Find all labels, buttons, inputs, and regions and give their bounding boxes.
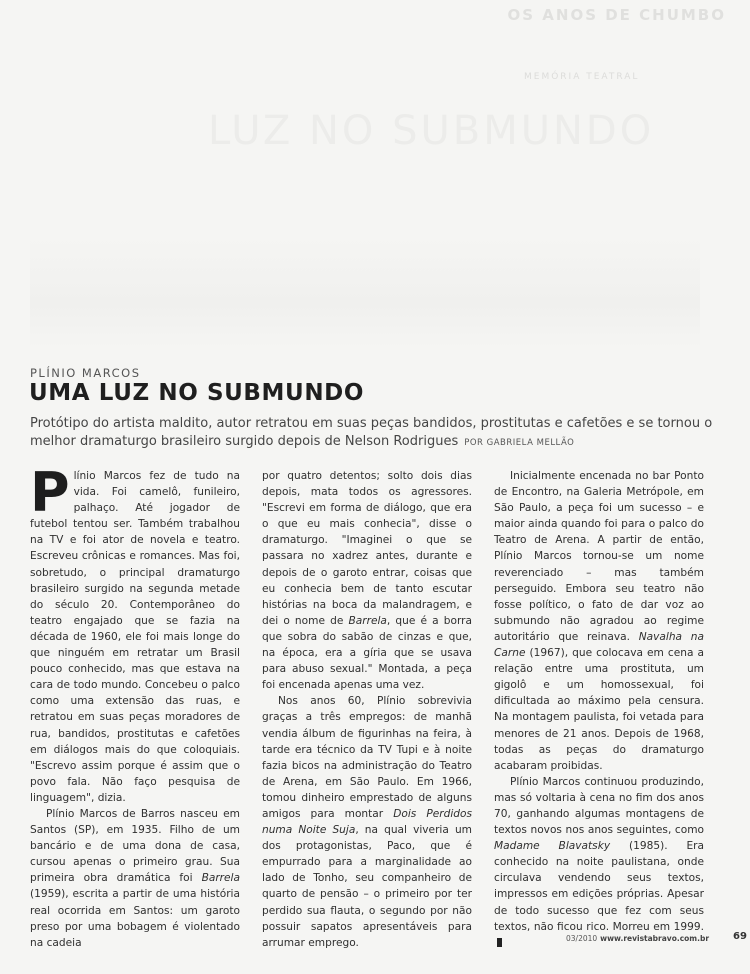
paragraph-text: (1985). Era conhecido na noite paulistana, onde circulava vendendo seus textos, impressos em edições próprias. Apesar de todo sucesso que fez com seus textos, não ficou rico. Morreu em 1999.: [494, 840, 704, 933]
issue-date: 03/2010: [566, 934, 598, 943]
page-footer: [566, 934, 709, 943]
bleed-through-title: LUZ NO SUBMUNDO: [208, 108, 655, 154]
column-1: [30, 461, 240, 951]
paragraph: [30, 461, 240, 806]
paragraph: [494, 468, 704, 774]
paragraph: [262, 693, 472, 951]
play-title: Madame Blavatsky: [494, 840, 611, 853]
paragraph-text: Inicialmente encenada no bar Ponto de Encontro, na Galeria Metrópole, em São Paulo, a peça foi um sucesso – e maior ainda quando foi para o palco do Teatro de Arena. A partir de então, Plínio Marcos tornou-se um nome reverenciado – mas também perseguido. Embora seu teatro não fosse político, o fato de dar voz ao submundo não agradou ao regime autoritário que reinava.: [494, 470, 704, 643]
deck: [30, 415, 720, 452]
paragraph-text: Plínio Marcos de Barros nasceu em Santos (SP), em 1935. Filho de um bancário e de uma dona de casa, cursou apenas o primeiro grau. Sua primeira obra dramática foi: [30, 807, 240, 885]
paragraph: [262, 468, 472, 693]
paragraph-text: Nos anos 60, Plínio sobrevivia graças a três empregos: de manhã vendia álbum de figurinhas na feira, à tarde era técnico da TV Tupi e à noite fazia bicos na administração do Teatro de Arena, em São Paulo. Em 1966, tomou dinheiro emprestado de alguns amigos para montar: [262, 695, 472, 820]
paragraph-text: , na qual viveria um dos protagonistas, Paco, que é empurrado para a marginalidade ao lado de Tonho, seu companheiro de quarto de pensão – o primeiro por ter perdido sua flauta, o segundo por não possuir sapatos apresentáveis para arrumar emprego.: [262, 824, 472, 949]
paragraph-text: , que é a borra que sobra do sabão de cinzas e que, na época, era a gíria que se usava para abuso sexual." Montada, a peça foi encenada apenas uma vez.: [262, 614, 472, 692]
paragraph-text: Plínio Marcos continuou produzindo, mas só voltaria à cena no fim dos anos 70, ganhando algumas montagens de textos novos nos anos seguintes, como: [494, 775, 704, 837]
play-title: Navalha na Carne: [494, 630, 704, 660]
page-number: 69: [733, 931, 747, 942]
headline: UMA LUZ NO SUBMUNDO: [29, 380, 365, 406]
byline: POR GABRIELA MELLÃO: [464, 438, 575, 448]
drop-cap: P: [30, 461, 70, 524]
paragraph-text: por quatro detentos; solto dois dias depois, mata todos os agressores. "Escrevi em forma de diálogo, que era o que eu mais conhecia", disse o dramaturgo. "Imaginei o que se passara no xadrez antes, durante e depois de o garoto entrar, coisas que eu conhecia bem de tanto escutar histórias na boca da malandragem, e dei o nome de: [262, 470, 472, 627]
deck-text: Protótipo do artista maldito, autor retratou em suas peças bandidos, prostitutas e cafetões e se tornou o melhor dramaturgo brasileiro surgido depois de Nelson Rodrigues: [30, 416, 713, 449]
play-title: Barrela: [348, 614, 387, 627]
paragraph: [494, 774, 704, 951]
paragraph-text: (1959), escrita a partir de uma história real ocorrida em Santos: um garoto preso por uma bobagem é violentado na cadeia: [30, 888, 240, 949]
column-3: [494, 468, 704, 951]
bleed-through-top-label: OS ANOS DE CHUMBO: [507, 6, 726, 24]
website: www.revistabravo.com.br: [600, 934, 710, 943]
section-label: PLÍNIO MARCOS: [30, 366, 141, 380]
play-title: Barrela: [201, 872, 240, 885]
end-mark-icon: [497, 938, 502, 947]
bleed-through-photo: [30, 238, 700, 348]
column-2: [262, 468, 472, 951]
play-title: Dois Perdidos numa Noite Suja: [262, 807, 473, 837]
paragraph-text: línio Marcos fez de tudo na vida. Foi camelô, funileiro, palhaço. Até jogador de futebol tentou ser. Também trabalhou na TV e foi ator de novela e teatro. Escreveu crônicas e romances. Mas foi, sobretudo, o principal dramaturgo brasileiro surgido na segunda metade do século 20. Contemporâneo do teatro engajado que se fazia na década de 1960, ele foi mais longe do que ninguém em retratar um Brasil pouco conhecido, mas que estava na cara de todo mundo. Concebeu o palco como uma extensão das ruas, e retratou em suas peças moradores de rua, bandidos, prostitutas e cafetões em diálogos mais do que coloquiais. "Escrevo assim porque é assim que o povo fala. Não faço pesquisa de linguagem", dizia.: [30, 470, 240, 804]
paragraph-text: (1967), que colocava em cena a relação entre uma prostituta, um gigolô e um homossexual, foi dificultada ao máximo pela censura. Na montagem paulista, foi vetada para menores de 21 anos. Depois de 1968, todas as peças do dramaturgo acabaram proibidas.: [494, 647, 704, 772]
bleed-through-sub-label: MEMÓRIA TEATRAL: [524, 72, 640, 82]
paragraph: [30, 806, 240, 951]
